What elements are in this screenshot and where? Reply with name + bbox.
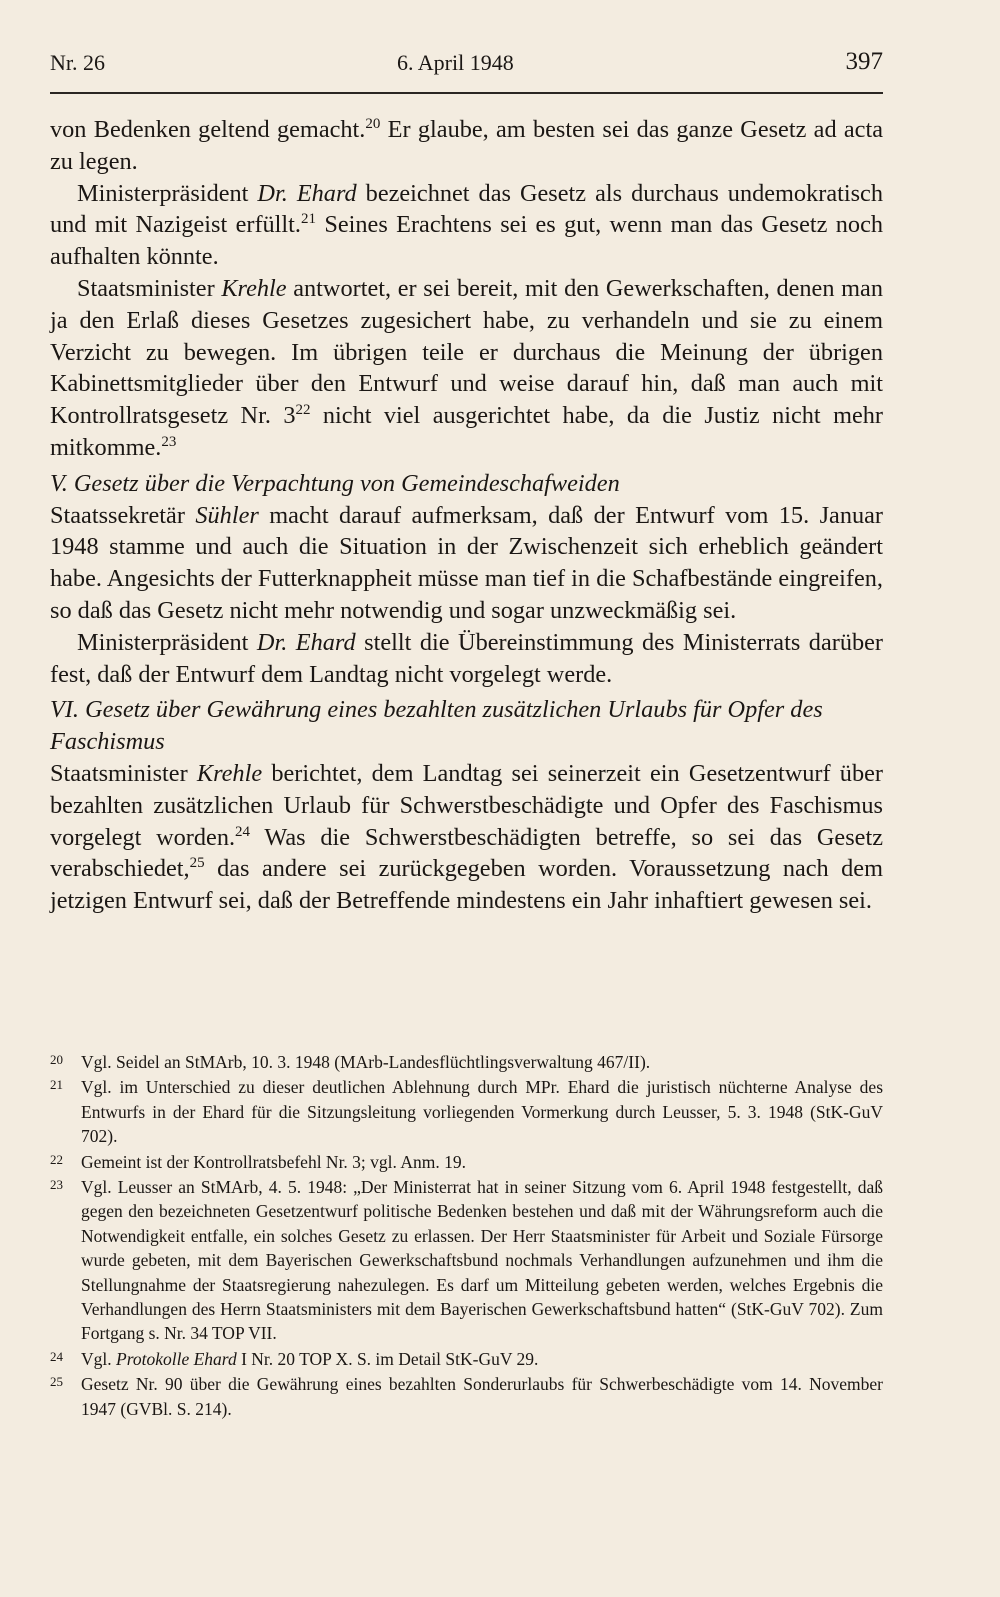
person-name: Dr. Ehard — [256, 628, 356, 656]
footnote-ref: 24 — [235, 823, 251, 840]
footnote-number: 23 — [50, 1177, 63, 1193]
running-header — [50, 48, 883, 94]
document-number: Nr. 26 — [50, 50, 105, 75]
footnote-number: 24 — [50, 1348, 63, 1364]
section-heading: V. Gesetz über die Verpachtung von Gemeindeschafweiden — [50, 469, 620, 497]
footnote: 24 Vgl. Protokolle Ehard I Nr. 20 TOP X. S. im Detail StK-GuV 29. — [50, 1347, 883, 1371]
footnote-ref: 25 — [189, 855, 205, 872]
person-name: Krehle — [221, 274, 287, 302]
person-name: Dr. Ehard — [257, 179, 357, 207]
footnote: 25 Gesetz Nr. 90 über die Gewährung eines bezahlten Sonderurlaubs für Schwerbeschädigte vom 14. November 1947 (GVBl. S. 214). — [50, 1372, 883, 1421]
footnote-number: 20 — [50, 1052, 63, 1067]
footnote-number: 21 — [50, 1077, 63, 1093]
main-text — [50, 114, 883, 917]
paragraph: Ministerpräsident Dr. Ehard stellt die Übereinstimmung des Ministerrats darüber fest, daß der Entwurf dem Landtag nicht vorgelegt werde. — [50, 628, 883, 688]
section-heading: VI. Gesetz über Gewährung eines bezahlten zusätzlichen Urlaubs für Opfer des Faschismus — [50, 696, 823, 756]
footnotes — [50, 1050, 883, 1421]
paragraph: Ministerpräsident Dr. Ehard bezeichnet das Gesetz als durchaus undemokratisch und mit Nazigeist erfüllt.$^{21}$ Seines Erachtens sei es gut, wenn man das Gesetz noch aufhalten könnte. — [50, 179, 884, 271]
footnote-ref: 23 — [161, 433, 177, 450]
publication-title: Protokolle Ehard — [116, 1348, 237, 1369]
footnote-number: 22 — [50, 1151, 63, 1167]
session-date: 6. April 1948 — [397, 50, 514, 75]
paragraph: Staatsminister Krehle berichtet, dem Landtag sei seinerzeit ein Gesetzentwurf über bezahlten zusätzlichen Urlaub für Schwerstbeschädigte und Opfer des Faschismus vorgelegt worden.$^{24}$ Was die Schwerstbeschädigten betreffe, so sei das Gesetz verabschiedet,$^{25}$ das andere sei zurückgegeben worden. Voraussetzung nach dem jetzigen Entwurf sei, daß der Betreffende mindestens ein Jahr inhaftiert gewesen sei. — [50, 759, 883, 915]
person-name: Sühler — [195, 501, 259, 529]
person-name: Krehle — [196, 759, 263, 787]
footnote-ref: 21 — [301, 211, 317, 228]
paragraph: von Bedenken geltend gemacht.$^{20}$ Er glaube, am besten sei das ganze Gesetz ad acta zu legen. — [50, 116, 883, 175]
page-number: 397 — [845, 48, 883, 75]
footnote: 21 Vgl. im Unterschied zu dieser deutlichen Ablehnung durch MPr. Ehard die juristisch nüchterne Analyse des Entwurfs in der Ehard für die Sitzungsleitung vorliegenden Vormerkung durch Leusser, 5. 3. 1948 (StK-GuV 702). — [50, 1075, 883, 1148]
footnote-ref: 20 — [365, 116, 381, 132]
footnote-ref: 22 — [295, 402, 311, 419]
footnote: 23 Vgl. Leusser an StMArb, 4. 5. 1948: „Der Ministerrat hat in seiner Sitzung vom 6. April 1948 festgestellt, daß gegen den bezeichneten Gesetzentwurf politische Bedenken bestehen und daß mit der Währungsreform auch die Notwendigkeit entfalle, ein solches Gesetz zu erlassen. Der Herr Staatsminister für Arbeit und Soziale Fürsorge wurde gebeten, mit dem Bayerischen Gewerkschaftsbund nochmals Verhandlungen aufzunehmen und ihm die Stellungnahme der Staatsregierung nahezulegen. Es darf um Mitteilung gebeten werden, welches Ergebnis die Verhandlungen des Herrn Staatsministers mit dem Bayerischen Gewerkschaftsbund hatten“ (StK-GuV 702). Zum Fortgang s. Nr. 34 TOP VII. — [50, 1175, 883, 1346]
footnote: 20 Vgl. Seidel an StMArb, 10. 3. 1948 (MArb-Landesflüchtlingsverwaltung 467/II). — [50, 1050, 883, 1074]
footnote: 22 Gemeint ist der Kontrollratsbefehl Nr. 3; vgl. Anm. 19. — [50, 1150, 883, 1174]
paragraph: Staatssekretär Sühler macht darauf aufmerksam, daß der Entwurf vom 15. Januar 1948 stamme und auch die Situation in der Zwischenzeit sich erheblich geändert habe. Angesichts der Futterknappheit müsse man tief in die Schafbestände eingreifen, so daß das Gesetz nicht mehr notwendig und sogar unzweckmäßig sei. — [50, 501, 883, 624]
footnote-number: 25 — [50, 1374, 63, 1390]
paragraph: Staatsminister Krehle antwortet, er sei bereit, mit den Gewerkschaften, denen man ja den Erlaß dieses Gesetzes zugesichert habe, zu verhandeln und sie zu einem Verzicht zu bewegen. Im übrigen teile er durchaus die Meinung der übrigen Kabinettsmitglieder über den Entwurf und weise darauf hin, daß man auch mit Kontrollratsgesetz Nr. $3^{22}$ nicht viel ausgerichtet habe, da die Justiz nicht mehr mitkomme.$^{23}$ — [50, 274, 883, 461]
